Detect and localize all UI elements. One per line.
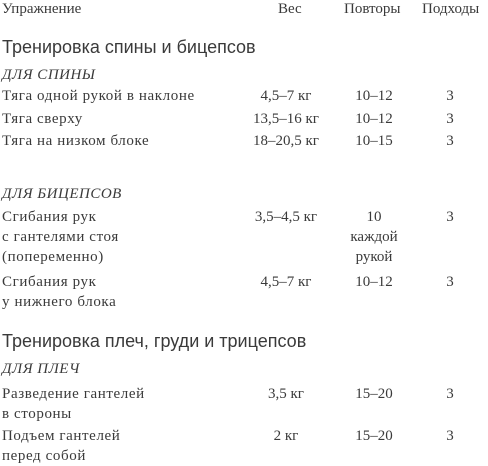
header-reps: Повторы (344, 1, 401, 17)
group-title-biceps: ДЛЯ БИЦЕПСОВ (2, 186, 122, 202)
exercise-name: Подъем гантелей перед собой (2, 428, 121, 464)
header-sets: Подходы (422, 1, 480, 17)
workout-title-shoulders-chest-triceps: Тренировка плеч, груди и трицепсов (2, 331, 307, 351)
exercise-name: Тяга на низком блоке (2, 133, 150, 149)
exercise-sets: 3 (446, 209, 454, 225)
exercise-reps: 10–12 (355, 274, 393, 290)
exercise-weight: 18–20,5 кг (253, 133, 319, 149)
exercise-sets: 3 (446, 428, 454, 444)
exercise-sets: 3 (446, 133, 454, 149)
exercise-reps: 15–20 (355, 428, 393, 444)
exercise-reps: 10 каждой рукой (350, 209, 398, 265)
exercise-name: Тяга сверху (2, 111, 83, 127)
table-header (0, 0, 488, 20)
exercise-weight: 13,5–16 кг (253, 111, 319, 127)
exercise-weight: 4,5–7 кг (260, 274, 312, 290)
exercise-reps: 10–12 (355, 111, 393, 127)
exercise-name: Сгибания рук с гантелями стоя (попеременно) (2, 209, 119, 265)
exercise-reps: 15–20 (355, 386, 393, 402)
exercise-reps: 10–15 (355, 133, 393, 149)
header-weight: Вес (278, 1, 302, 17)
exercise-name: Тяга одной рукой в наклоне (2, 88, 195, 104)
group-title-back: ДЛЯ СПИНЫ (2, 67, 96, 83)
exercise-reps: 10–12 (355, 88, 393, 104)
exercise-weight: 2 кг (273, 428, 299, 444)
exercise-weight: 3,5–4,5 кг (254, 209, 318, 225)
group-title-shoulders: ДЛЯ ПЛЕЧ (2, 361, 80, 377)
exercise-sets: 3 (446, 386, 454, 402)
exercise-sets: 3 (446, 88, 454, 104)
workout-title-back-biceps: Тренировка спины и бицепсов (2, 37, 256, 57)
exercise-sets: 3 (446, 111, 454, 127)
exercise-name: Разведение гантелей в стороны (2, 386, 145, 422)
header-exercise: Упражнение (2, 1, 82, 17)
exercise-sets: 3 (446, 274, 454, 290)
exercise-weight: 4,5–7 кг (260, 88, 312, 104)
exercise-weight: 3,5 кг (268, 386, 304, 402)
exercise-name: Сгибания рук у нижнего блока (2, 274, 117, 310)
